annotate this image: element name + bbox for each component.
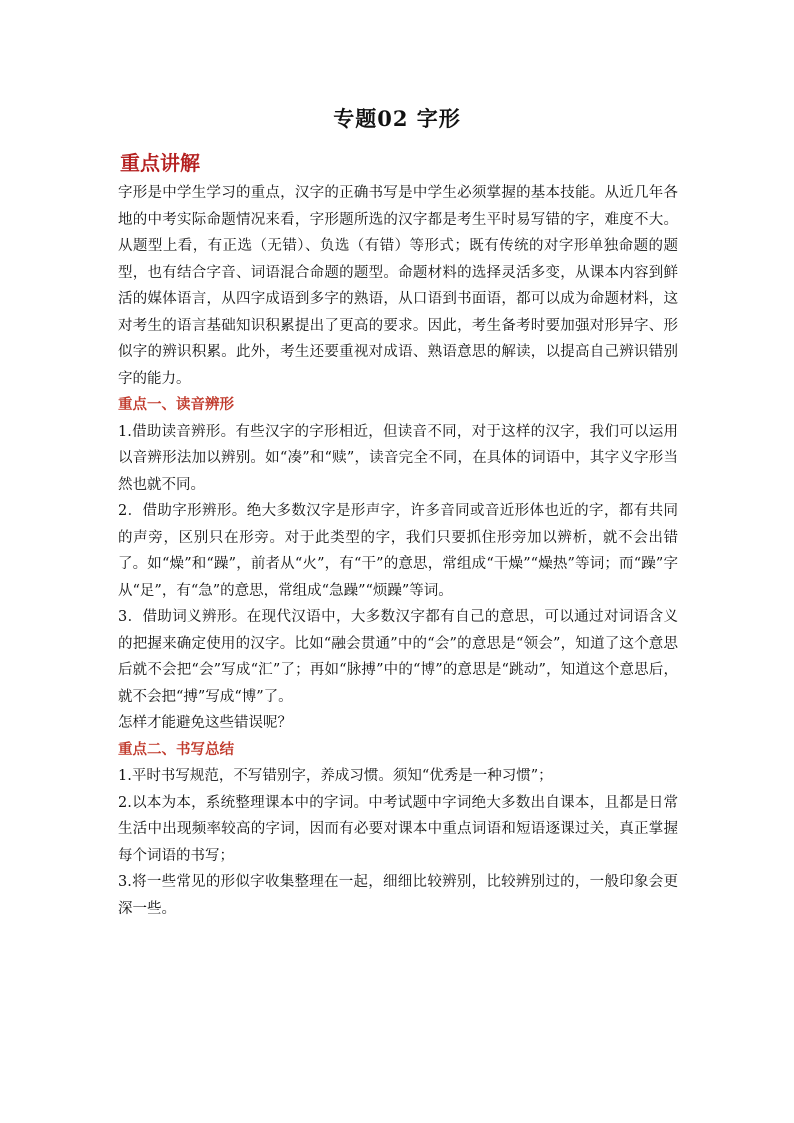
point1-question: 怎样才能避免这些错误呢？ — [118, 715, 292, 731]
point2-heading: 重点二、书写总结 — [118, 740, 234, 758]
point2-item-3: 3.将一些常见的形似字收集整理在一起，细细比较辨别，比较辨别过的，一般印象会更深一些。 — [118, 874, 678, 917]
document-body — [118, 180, 678, 922]
document-title: 专题02 字形 — [333, 106, 461, 131]
section-heading: 重点讲解 — [120, 151, 200, 175]
point1-heading: 重点一、读音辨形 — [118, 396, 234, 413]
point1-item-3: 3．借助词义辨形。在现代汉语中，大多数汉字都有自己的意思，可以通过对词语含义的把握来确定使用的汉字。比如“融会贯通”中的“会”的意思是“领会”，知道了这个意思后就不会把“会”写成“汇”了；再如“脉搏”中的“博”的意思是“跳动”，知道这个意思后，就不会把“搏”写成“博”了。 — [118, 609, 678, 705]
intro-paragraph: 字形是中学生学习的重点，汉字的正确书写是中学生必须掌握的基本技能。从近几年各地的中考实际命题情况来看，字形题所选的汉字都是考生平时易写错的字，难度不大。从题型上看，有正选（无错）、负选（有错）等形式；既有传统的对字形单独命题的题型，也有结合字音、词语混合命题的题型。命题材料的选择灵活多变，从课本内容到鲜活的媒体语言，从四字成语到多字的熟语，从口语到书面语，都可以成为命题材料，这对考生的语言基础知识积累提出了更高的要求。因此，考生备考时要加强对形异字、形似字的辨识积累。此外，考生还要重视对成语、熟语意思的解读，以提高自己辨识错别字的能力。 — [118, 185, 678, 387]
point2-item-1: 1.平时书写规范，不写错别字，养成习惯。须知“优秀是一种习惯”； — [118, 768, 553, 784]
point2-item-2: 2.以本为本，系统整理课本中的字词。中考试题中字词绝大多数出自课本，且都是日常生活中出现频率较高的字词，因而有必要对课本中重点词语和短语逐课过关，真正掌握每个词语的书写； — [118, 794, 678, 864]
point1-item-2: 2．借助字形辨形。绝大多数汉字是形声字，许多音同或音近形体也近的字，都有共同的声旁，区别只在形旁。对于此类型的字，我们只要抓住形旁加以辨析，就不会出错了。如“燥”和“躁”，前者从“火”，有“干”的意思，常组成“干燥”“燥热”等词；而“躁”字从“足”，有“急”的意思，常组成“急躁”“烦躁”等词。 — [118, 503, 678, 599]
point1-item-1: 1.借助读音辨形。有些汉字的字形相近，但读音不同，对于这样的汉字，我们可以运用以音辨形法加以辨别。如“凑”和“赎”，读音完全不同，在具体的词语中，其字义字形当然也就不同。 — [118, 423, 678, 493]
